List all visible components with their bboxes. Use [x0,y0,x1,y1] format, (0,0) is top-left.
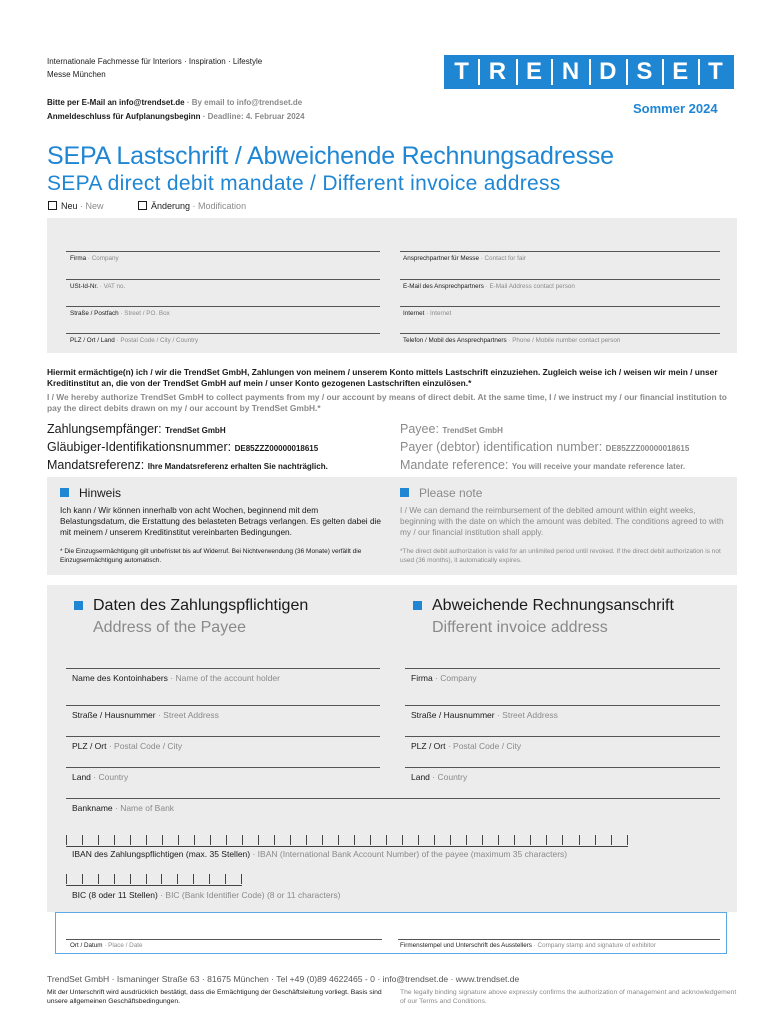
char-box-divider [114,874,115,884]
char-box-divider [370,835,371,845]
email-label: E-Mail des Ansprechpartners · E-Mail Address contact person [403,283,575,290]
char-box-divider [146,874,147,884]
creditor-value: DE85ZZZ00000018615 [234,444,319,453]
note-foot-de: * Die Einzugsermächtigung gilt unbefristet bis auf Widerruf. Bei Nichtverwendung (36 Monate) verfällt die Einzugsermächtigung automatisch. [60,548,362,564]
char-box-divider [178,835,179,845]
char-box-divider [402,835,403,845]
logo-letter: E [525,58,543,85]
invoice-street-line[interactable] [405,705,720,706]
fair-line-1: Internationale Fachmesse für Interiors · Inspiration · Lifestyle [47,57,263,66]
bic-input[interactable] [66,874,242,886]
char-box-divider [209,874,210,884]
payee-section-title: Daten des Zahlungspflichtigen [74,597,308,615]
internet-line[interactable] [400,306,720,307]
firma-line[interactable] [66,251,380,252]
internet-label: Internet · Internet [403,310,452,317]
char-box-divider [225,874,226,884]
invoice-section-subtitle: Different invoice address [432,619,608,636]
logo-letter: T [454,58,470,85]
char-box-divider [595,835,596,845]
payee-info-de: Zahlungsempfänger: TrendSet GmbH Gläubiger-Identifikationsnummer: DE85ZZZ00000018615 Mandatsreferenz: Ihre Mandatsreferenz erhalten Sie nachträglich. [47,422,328,472]
option-new[interactable] [48,201,104,211]
square-icon [413,601,422,610]
char-box-divider [338,835,339,845]
char-box-divider [386,835,387,845]
char-box-divider [627,835,628,845]
logo-letter: D [599,58,618,85]
note-title-de: Hinweis [60,486,121,500]
authorization-en: I / We hereby authorize TrendSet GmbH to collect payments from my / our account by means of direct debit. At the same time, I / we instruct my / our financial institution to pay the direct debits drawn on my / our account by TrendSet GmbH.* [47,392,727,413]
page-subtitle: SEPA direct debit mandate / Different invoice address [47,172,561,195]
date-line[interactable] [66,939,382,940]
recipient-value: TrendSet GmbH [165,426,226,435]
invoice-city-label: PLZ / Ort · Postal Code / City [411,741,522,751]
season-label: Sommer 2024 [633,101,718,116]
square-icon [74,601,83,610]
email-instruction-de: Bitte per E-Mail an info@trendset.de [47,98,185,107]
authorization-de: Hiermit ermächtige(n) ich / wir die TrendSet GmbH, Zahlungen von meinem / unserem Konto mittels Lastschrift einzuziehen. Zugleich weise ich / weisen wir mein / unser Kreditinstitut an, die von der TrendSet GmbH auf mein / unser Konto gezogenen Lastschriften einzulösen.* [47,367,718,388]
char-box-divider [193,874,194,884]
email-line[interactable] [400,279,720,280]
city-label: PLZ / Ort / Land · Postal Code / City / Country [70,337,199,344]
logo-letter: T [708,58,724,85]
footer-address: TrendSet GmbH · Ismaninger Straße 63 · 81675 München · Tel +49 (0)89 4622465 - 0 · info@trendset.de · www.trendset.de [47,974,520,984]
logo-letter: E [672,58,690,85]
payee-street-label: Straße / Hausnummer · Street Address [72,710,219,720]
char-box-divider [194,835,195,845]
char-box-divider [82,835,83,845]
char-box-divider [98,874,99,884]
char-box-divider [530,835,531,845]
char-box-divider [611,835,612,845]
char-box-divider [579,835,580,845]
stamp-label: Firmenstempel und Unterschrift des Ausstellers · Company stamp and signature of exhibitor [400,942,656,949]
stamp-line[interactable] [398,939,720,940]
note-foot-en: *The direct debit authorization is valid for an unlimited period until revoked. If the direct debit authorization is not used (36 months), it automatically expires. [400,548,721,564]
trendset-logo [444,55,734,89]
payee-section-subtitle: Address of the Payee [93,619,246,636]
payee-info-en: Payee: TrendSet GmbH Payer (debtor) identification number: DE85ZZZ00000018615 Mandate reference: You will receive your mandate reference later. [400,422,690,472]
char-box-divider [306,835,307,845]
phone-line[interactable] [400,333,720,334]
char-box-divider [546,835,547,845]
payee-city-line[interactable] [66,736,380,737]
char-box-divider [354,835,355,845]
vat-line[interactable] [66,279,380,280]
iban-input[interactable] [66,835,628,847]
char-box-divider [98,835,99,845]
holder-label: Name des Kontoinhabers · Name of the account holder [72,673,280,683]
page-title: SEPA Lastschrift / Abweichende Rechnungsadresse [47,142,614,170]
note-body-en: I / We can demand the reimbursement of the debited amount within eight weeks, beginning with the date on which the amount was debited. The conditions agreed to with my / our financial institution shall apply. [400,505,724,537]
invoice-section-title: Abweichende Rechnungsanschrift [413,597,674,615]
city-line[interactable] [66,333,380,334]
char-box-divider [146,835,147,845]
option-mod-de: Änderung [151,201,191,211]
logo-letter: R [488,58,508,85]
email-instruction-en: · By email to info@trendset.de [184,98,303,107]
char-box-divider [241,874,242,884]
char-box-divider [210,835,211,845]
option-modification[interactable] [138,201,246,211]
char-box-divider [114,835,115,845]
street-line[interactable] [66,306,380,307]
char-box-divider [82,874,83,884]
payee-street-line[interactable] [66,705,380,706]
contact-line[interactable] [400,251,720,252]
char-box-divider [66,874,67,884]
char-box-divider [322,835,323,845]
payee-country-label: Land · Country [72,772,129,782]
bic-label: BIC (8 oder 11 Stellen) · BIC (Bank Identifier Code) (8 or 11 characters) [72,890,341,900]
char-box-divider [482,835,483,845]
payee-city-label: PLZ / Ort · Postal Code / City [72,741,183,751]
iban-label: IBAN des Zahlungspflichtigen (max. 35 Stellen) · IBAN (International Bank Account Number) of the payee (maximum 35 characters) [72,849,568,859]
invoice-street-label: Straße / Hausnummer · Street Address [411,710,558,720]
char-box-divider [258,835,259,845]
char-box-divider [161,874,162,884]
bank-name-label: Bankname · Name of Bank [72,803,175,813]
mandate-value-de: Ihre Mandatsreferenz erhalten Sie nachträglich. [147,462,328,471]
footer-legal-en: The legally binding signature above expressly confirms the authorization of management and acknowledgement of our Terms and Conditions. [400,989,737,1005]
option-new-en: · New [77,201,104,211]
deadline [47,112,305,122]
phone-label: Telefon / Mobil des Ansprechpartners · Phone / Mobile number contact person [403,337,621,344]
char-box-divider [562,835,563,845]
invoice-city-line[interactable] [405,736,720,737]
char-box-divider [290,835,291,845]
fair-line-2: Messe München [47,70,106,79]
char-box-divider [514,835,515,845]
char-box-divider [450,835,451,845]
char-box-divider [162,835,163,845]
note-body-de: Ich kann / Wir können innerhalb von acht Wochen, beginnend mit dem Belastungsdatum, die Erstattung des belasteten Betrags verlangen. Es gelten dabei die mit meinem / unserem Kreditinstitut vereinbarten Bedingungen. [60,505,382,537]
new-checkbox[interactable] [48,201,57,210]
option-mod-en: · Modification [190,201,247,211]
contact-label: Ansprechpartner für Messe · Contact for fair [403,255,526,262]
char-box-divider [418,835,419,845]
invoice-firma-line[interactable] [405,668,720,669]
invoice-firma-label: Firma · Company [411,673,477,683]
fair-description [47,57,262,80]
option-new-de: Neu [61,201,78,211]
char-box-divider [66,835,67,845]
square-icon [400,488,409,497]
square-icon [60,488,69,497]
deadline-en: · Deadline: 4. Februar 2024 [200,112,305,121]
note-title-en: Please note [400,486,482,500]
firma-label: Firma · Company [70,255,119,262]
modification-checkbox[interactable] [138,201,147,210]
char-box-divider [498,835,499,845]
char-box-divider [130,835,131,845]
logo-letter: S [636,58,654,85]
footer-legal-de: Mit der Unterschrift wird ausdrücklich bestätigt, dass die Ermächtigung der Geschäftsleitung vorliegt. Basis sind unsere allgemeinen Geschäftsbedingungen. [47,989,382,1005]
char-box-divider [130,874,131,884]
char-box-divider [226,835,227,845]
deadline-de: Anmeldeschluss für Aufplanungsbeginn [47,112,201,121]
mandate-value-en: You will receive your mandate reference later. [511,462,686,471]
char-box-divider [177,874,178,884]
bank-name-line[interactable] [66,798,720,799]
date-label: Ort / Datum · Place / Date [70,942,143,949]
char-box-divider [242,835,243,845]
invoice-country-line[interactable] [405,767,720,768]
invoice-country-label: Land · Country [411,772,468,782]
email-instruction [47,98,302,108]
logo-letter: N [561,58,581,85]
payee-country-line[interactable] [66,767,380,768]
char-box-divider [274,835,275,845]
vat-label: USt-Id-Nr. · VAT no. [70,283,126,290]
holder-line[interactable] [66,668,380,669]
char-box-divider [434,835,435,845]
char-box-divider [466,835,467,845]
street-label: Straße / Postfach · Street / PO. Box [70,310,170,317]
